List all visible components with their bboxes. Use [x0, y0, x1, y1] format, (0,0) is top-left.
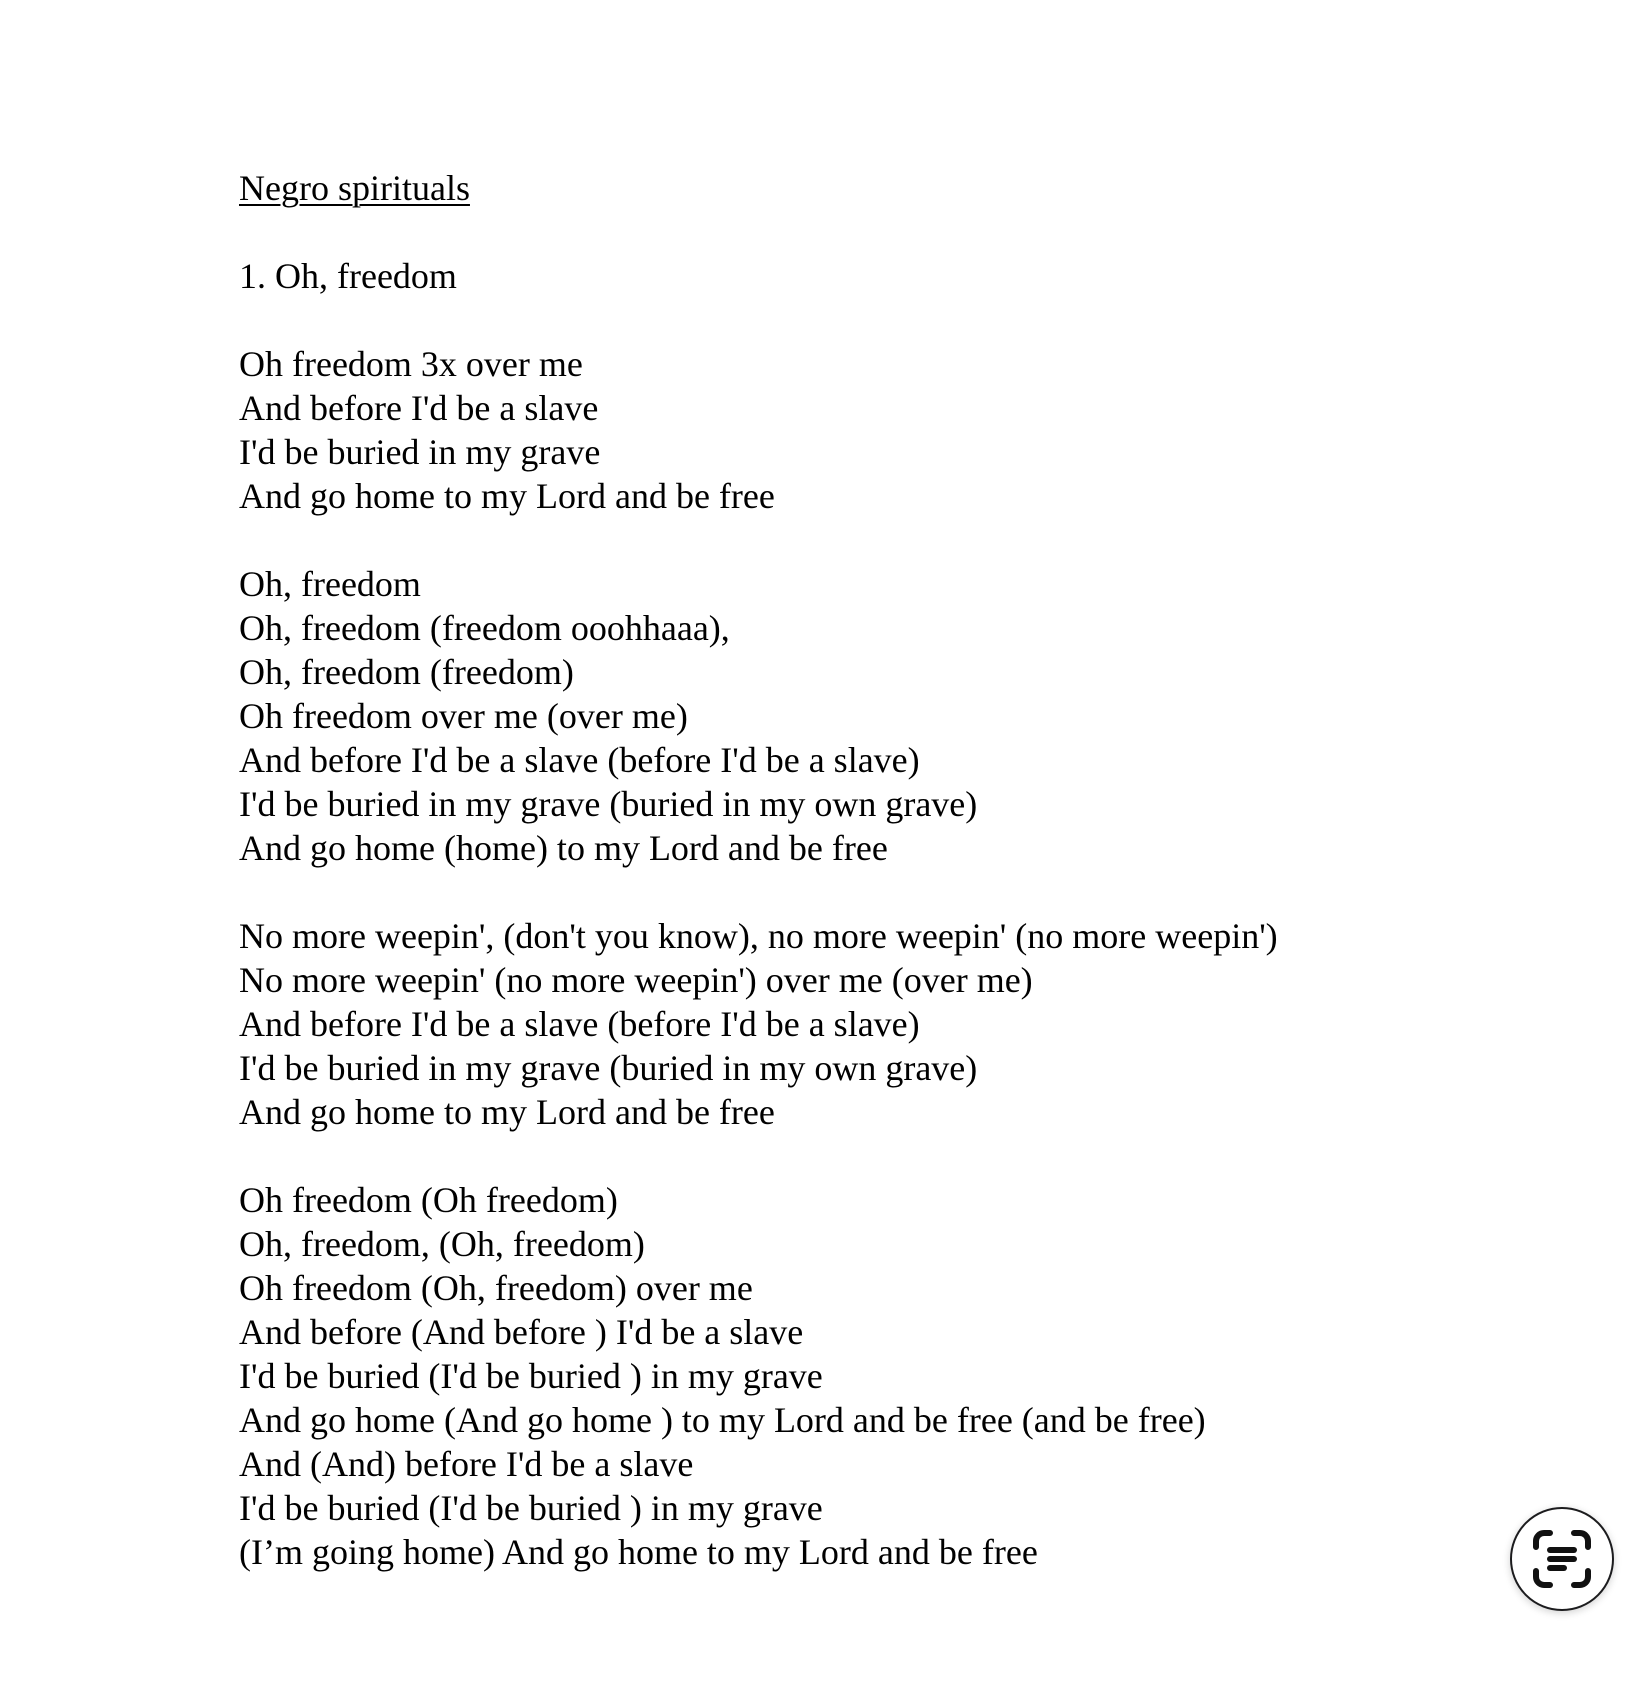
page-gap — [0, 1635, 1639, 1692]
document-content — [239, 166, 1559, 1574]
lyric-line: And (And) before I'd be a slave — [239, 1444, 694, 1484]
lyric-line: And before I'd be a slave — [239, 388, 599, 428]
song-title: 1. Oh, freedom — [239, 256, 457, 296]
lyric-line: And before (And before ) I'd be a slave — [239, 1312, 804, 1352]
lyric-line: And go home (And go home ) to my Lord and be free (and be free) — [239, 1400, 1206, 1440]
lyric-line: Oh freedom (Oh, freedom) over me — [239, 1268, 753, 1308]
lyric-line: I'd be buried in my grave — [239, 432, 601, 472]
lyric-line: And go home to my Lord and be free — [239, 1092, 775, 1132]
lyric-line: I'd be buried in my grave (buried in my own grave) — [239, 784, 978, 824]
lyric-line: Oh, freedom — [239, 564, 421, 604]
stanza-2 — [239, 562, 1559, 870]
lyric-line: I'd be buried in my grave (buried in my own grave) — [239, 1048, 978, 1088]
lyric-line: Oh, freedom (freedom ooohhaaa), — [239, 608, 730, 648]
lyric-line: No more weepin', (don't you know), no more weepin' (no more weepin') — [239, 916, 1278, 956]
lyric-line: I'd be buried (I'd be buried ) in my grave — [239, 1488, 823, 1528]
lyric-line: Oh freedom (Oh freedom) — [239, 1180, 618, 1220]
lyric-line: (I’m going home) And go home to my Lord and be free — [239, 1532, 1038, 1572]
lyric-line: Oh, freedom, (Oh, freedom) — [239, 1224, 645, 1264]
lyric-line: And go home to my Lord and be free — [239, 476, 775, 516]
lyric-line: I'd be buried (I'd be buried ) in my grave — [239, 1356, 823, 1396]
lyric-line: Oh, freedom (freedom) — [239, 652, 574, 692]
lyric-line: And before I'd be a slave (before I'd be a slave) — [239, 1004, 920, 1044]
document-title: Negro spirituals — [239, 168, 470, 208]
stanza-3 — [239, 914, 1559, 1134]
lyric-line: And before I'd be a slave (before I'd be a slave) — [239, 740, 920, 780]
lyric-line: No more weepin' (no more weepin') over me (over me) — [239, 960, 1033, 1000]
live-text-icon — [1530, 1527, 1594, 1591]
stanza-4 — [239, 1178, 1559, 1574]
stanza-1 — [239, 342, 1559, 518]
lyric-line: Oh freedom 3x over me — [239, 344, 583, 384]
lyric-line: And go home (home) to my Lord and be free — [239, 828, 888, 868]
live-text-button[interactable] — [1510, 1507, 1614, 1611]
lyric-line: Oh freedom over me (over me) — [239, 696, 688, 736]
